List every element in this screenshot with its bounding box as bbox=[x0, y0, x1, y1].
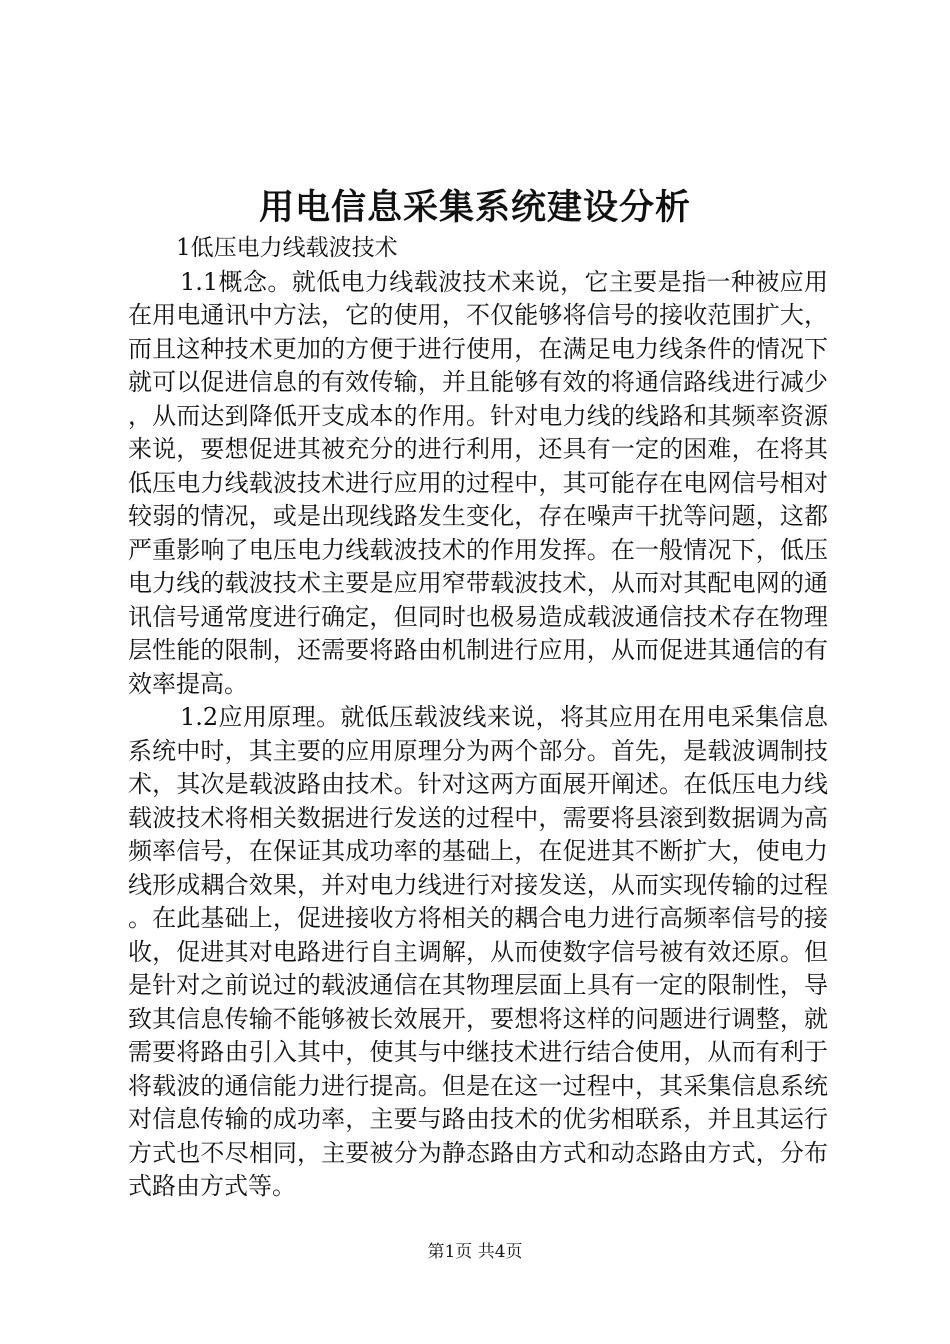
page-footer: 第1页 共4页 bbox=[427, 1242, 523, 1262]
document-title: 用电信息采集系统建设分析 bbox=[258, 187, 691, 228]
paragraph-principle: 1.2应用原理。就低压载波线来说，将其应用在用电采集信息系统中时，其主要的应用原理分为两个部分。首先，是载波调制技术，其次是载波路由技术。针对这两方面展开阐述。在低压电力线载波技术将相关数据进行发送的过程中，需要将县滚到数据调为高频率信号，在保证其成功率的基础上，在促进其不断扩大，使电力线形成耦合效果，并对电力线进行对接发送，从而实现传输的过程。在此基础上，促进接收方将相关的耦合电力进行高频率信号的接收，促进其对电路进行自主调解，从而使数字信号被有效还原。但是针对之前说过的载波通信在其物理层面上具有一定的限制性，导致其信息传输不能够被长效展开，要想将这样的问题进行调整，就需要将路由引入其中，使其与中继技术进行结合使用，从而有利于将载波的通信能力进行提高。但是在这一过程中，其采集信息系统对信息传输的成功率，主要与路由技术的优劣相联系，并且其运行方式也不尽相同，主要被分为静态路由方式和动态路由方式，分布式路由方式等。 bbox=[128, 703, 828, 1200]
section-heading: 1低压电力线载波技术 bbox=[176, 235, 398, 261]
paragraph-concept: 1.1概念。就低电力线载波技术来说，它主要是指一种被应用在用电通讯中方法，它的使用，不仅能够将信号的接收范围扩大，而且这种技术更加的方便于进行使用，在满足电力线条件的情况下就可以促进信息的有效传输，并且能够有效的将通信路线进行减少，从而达到降低开支成本的作用。针对电力线的线路和其频率资源来说，要想促进其被充分的进行利用，还具有一定的困难，在将其低压电力线载波技术进行应用的过程中，其可能存在电网信号相对较弱的情况，或是出现线路发生变化，存在噪声干扰等问题，这都严重影响了电压电力线载波技术的作用发挥。在一般情况下，低压电力线的载波技术主要是应用窄带载波技术，从而对其配电网的通讯信号通常度进行确定，但同时也极易造成载波通信技术存在物理层性能的限制，还需要将路由机制进行应用，从而促进其通信的有效率提高。 bbox=[128, 267, 828, 698]
document-body bbox=[128, 232, 828, 1204]
